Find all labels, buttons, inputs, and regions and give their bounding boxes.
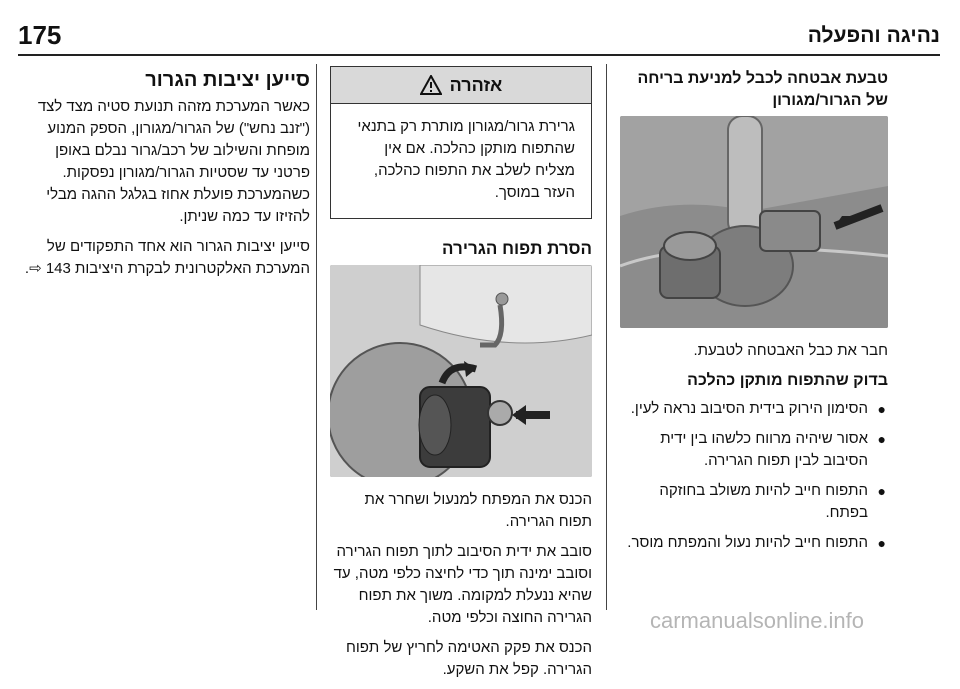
warning-triangle-icon [420,75,442,95]
bullet-icon: ● [877,483,886,499]
left-column [18,68,310,288]
middle-column [330,66,592,689]
warning-box [330,66,592,219]
column-divider-left [316,64,317,610]
section-heading-safety-ring: טבעת אבטחה לכבל למניעת בריחה של הגרור/מגורון [637,70,888,109]
bullet-icon: ● [877,401,886,417]
section-heading-trailer-stability: סייען יציבות הגרור [145,69,310,91]
safety-ring-illustration [620,116,888,328]
figure-safety-ring [620,116,888,328]
check-list [620,398,888,554]
paragraph-stability-description: כאשר המערכת מזהה תנועת סטיה מצד לצד ("זנב נחש") של הגרור/מגורון, הספק המנוע מופחת והשילוב של רכב/גרור נבלם באופן פרטני עד שסטיות הגרור/מגורון נפסקות. כשהמערכת פועלת אחוז בגלגל ההגה מבלי להזיזו עד כמה שניתן. [37,98,310,225]
section-heading-remove-hitch: הסרת תפוח הגרירה [442,239,592,258]
remove-hitch-illustration [330,265,592,477]
figure-remove-hitch [330,265,592,477]
check-heading: בדוק שהתפוח מותקן כהלכה [687,372,888,389]
warning-title: אזהרה [449,75,503,95]
paragraph-rotate: סובב את ידית הסיבוב לתוך תפוח הגרירה וסובב ימינה תוך כדי לחיצה כלפי מטה, עד שהיא ננעלת למקומה. משוך את תפוח הגרירה החוצה וכלפי מטה. [333,543,592,626]
warning-header [331,67,591,104]
watermark: carmanualsonline.info [650,608,865,633]
warning-text: גרירת גרור/מגורון מותרת רק בתנאי שהתפוח מותקן כהלכה. אם אין מצליח לשלב את התפוח כהלכה, העזר במוסך. [357,118,575,201]
right-column [620,68,888,562]
bullet-icon: ● [877,535,886,551]
paragraph-insert-plug: הכנס את פקק האטימה לחריץ של תפוח הגרירה. קפל את השקע. [346,639,592,678]
list-item: ● אסור שיהיה מרווח כלשהו בין ידית הסיבוב לבין תפוח הגרירה. [660,430,886,469]
paragraph-stability-reference: סייען יציבות הגרור הוא אחד התפקודים של המערכת האלקטרונית לבקרת היציבות 143 ⇨. [24,238,310,277]
chapter-title: נהיגה והפעלה [807,24,940,47]
list-item: ● הסימון הירוק בידית הסיבוב נראה לעין. [620,398,888,420]
paragraph-release: הכנס את המפתח למנעול ושחרר את תפוח הגרירה. [364,491,592,530]
page-header [18,18,940,56]
list-item: ● התפוח חייב להיות משולב בחוזקה בפתח. [659,482,886,521]
column-divider-right [606,64,607,610]
page-number: 175 [18,20,62,50]
caption-connect-cable: חבר את כבל האבטחה לטבעת. [693,342,888,359]
list-item: ● התפוח חייב להיות נעול והמפתח מוסר. [620,532,888,554]
bullet-icon: ● [877,431,886,447]
